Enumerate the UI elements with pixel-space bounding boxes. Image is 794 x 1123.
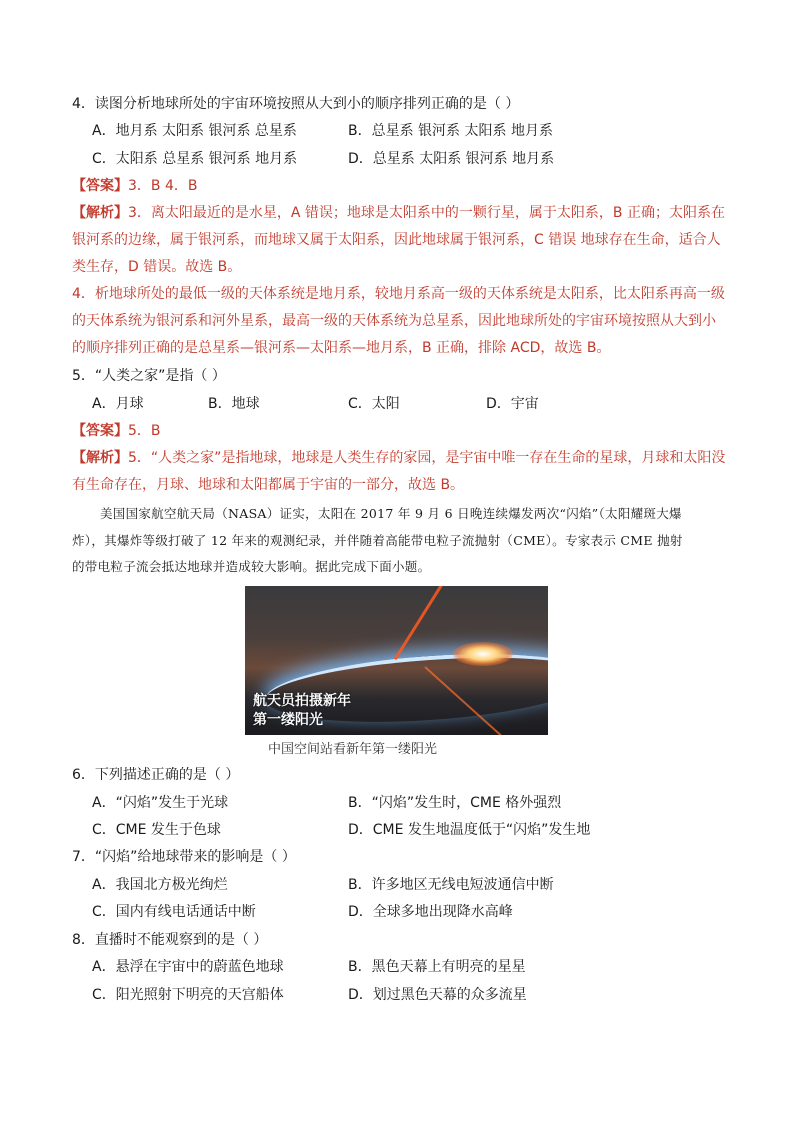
q4-option-b: B．总星系 银河系 太阳系 地月系 xyxy=(348,123,553,139)
explanation-tag: 【解析】 xyxy=(72,450,128,466)
space-station-sunrise-photo xyxy=(245,586,548,735)
explanation-3-line2: 银河系的边缘，属于银河系，而地球又属于太阳系，因此地球属于银河系，C 错误 地球存在生命，适合人 xyxy=(72,232,721,248)
explanation-5-line1 xyxy=(72,448,725,468)
q6-option-b: B．“闪焰”发生时，CME 格外强烈 xyxy=(348,795,562,811)
q5-stem: 5．“人类之家”是指（ ） xyxy=(72,368,226,384)
q7-stem: 7．“闪焰”给地球带来的影响是（ ） xyxy=(72,849,296,865)
passage-line1: 美国国家航空航天局（NASA）证实，太阳在 2017 年 9 月 6 日晚连续爆发两次“闪焰”（太阳耀斑大爆 xyxy=(100,506,682,521)
answer-5 xyxy=(72,421,161,441)
q8-option-d: D．划过黑色天幕的众多流星 xyxy=(348,987,527,1003)
q4-option-c: C．太阳系 总星系 银河系 地月系 xyxy=(92,151,298,167)
q6-stem: 6．下列描述正确的是（ ） xyxy=(72,767,240,783)
explanation-tag: 【解析】 xyxy=(72,205,128,221)
explanation-text: 5．“人类之家”是指地球，地球是人类生存的家园，是宇宙中唯一存在生命的星球，月球和太阳没 xyxy=(128,450,726,466)
answer-tag: 【答案】 xyxy=(72,423,128,439)
explanation-4-line3: 的顺序排列正确的是总星系—银河系—太阳系—地月系，B 正确，排除 ACD，故选 B。 xyxy=(72,340,611,356)
explanation-5-line2: 有生命存在，月球、地球和太阳都属于宇宙的一部分，故选 B。 xyxy=(72,477,465,493)
q6-option-c: C．CME 发生于色球 xyxy=(92,822,221,838)
sun-flare xyxy=(453,642,513,666)
q7-option-c: C．国内有线电话通话中断 xyxy=(92,904,256,920)
q4-option-d: D．总星系 太阳系 银河系 地月系 xyxy=(348,151,555,167)
explanation-4-line1: 4．析地球所处的最低一级的天体系统是地月系，较地月系高一级的天体系统是太阳系，比太阳系再高一级 xyxy=(72,286,725,302)
q5-option-c: C．太阳 xyxy=(348,396,400,412)
q5-option-b: B．地球 xyxy=(208,396,260,412)
q5-option-a: A．月球 xyxy=(92,396,144,412)
photo-caption-line2: 第一缕阳光 xyxy=(253,712,323,728)
explanation-3-line1 xyxy=(72,203,725,223)
q8-option-a: A．悬浮在宇宙中的蔚蓝色地球 xyxy=(92,959,284,975)
explanation-3-line3: 类生存，D 错误。故选 B。 xyxy=(72,259,242,275)
q7-option-b: B．许多地区无线电短波通信中断 xyxy=(348,877,554,893)
q4-option-a: A．地月系 太阳系 银河系 总星系 xyxy=(92,123,297,139)
q7-option-d: D．全球多地出现降水高峰 xyxy=(348,904,513,920)
explanation-4-line2: 的天体系统为银河系和河外星系，最高一级的天体系统为总星系，因此地球所处的宇宙环境按照从大到小 xyxy=(72,313,716,329)
q8-option-b: B．黑色天幕上有明亮的星星 xyxy=(348,959,526,975)
q4-stem: 4．读图分析地球所处的宇宙环境按照从大到小的顺序排列正确的是（ ） xyxy=(72,96,520,112)
q5-option-d: D．宇宙 xyxy=(486,396,539,412)
q7-option-a: A．我国北方极光绚烂 xyxy=(92,877,228,893)
passage-line3: 的带电粒子流会抵达地球并造成较大影响。据此完成下面小题。 xyxy=(72,559,431,574)
answer-3-4 xyxy=(72,176,197,196)
answer-tag: 【答案】 xyxy=(72,178,128,194)
photo-caption xyxy=(253,692,351,730)
photo-caption-line1: 航天员拍摄新年 xyxy=(253,693,351,709)
q6-option-a: A．“闪焰”发生于光球 xyxy=(92,795,229,811)
passage-line2: 炸），其爆炸等级打破了 12 年来的观测纪录，并伴随着高能带电粒子流抛射（CME）。专家表示 CME 抛射 xyxy=(72,533,683,548)
answer-text: 5．B xyxy=(128,423,161,439)
explanation-text: 3．离太阳最近的是水星，A 错误；地球是太阳系中的一颗行星，属于太阳系，B 正确；太阳系在 xyxy=(128,205,725,221)
answer-text: 3．B 4．B xyxy=(128,178,198,194)
q6-option-d: D．CME 发生地温度低于“闪焰”发生地 xyxy=(348,822,591,838)
q8-stem: 8．直播时不能观察到的是（ ） xyxy=(72,932,268,948)
figure-caption: 中国空间站看新年第一缕阳光 xyxy=(268,742,438,757)
q8-option-c: C．阳光照射下明亮的天宫船体 xyxy=(92,987,284,1003)
